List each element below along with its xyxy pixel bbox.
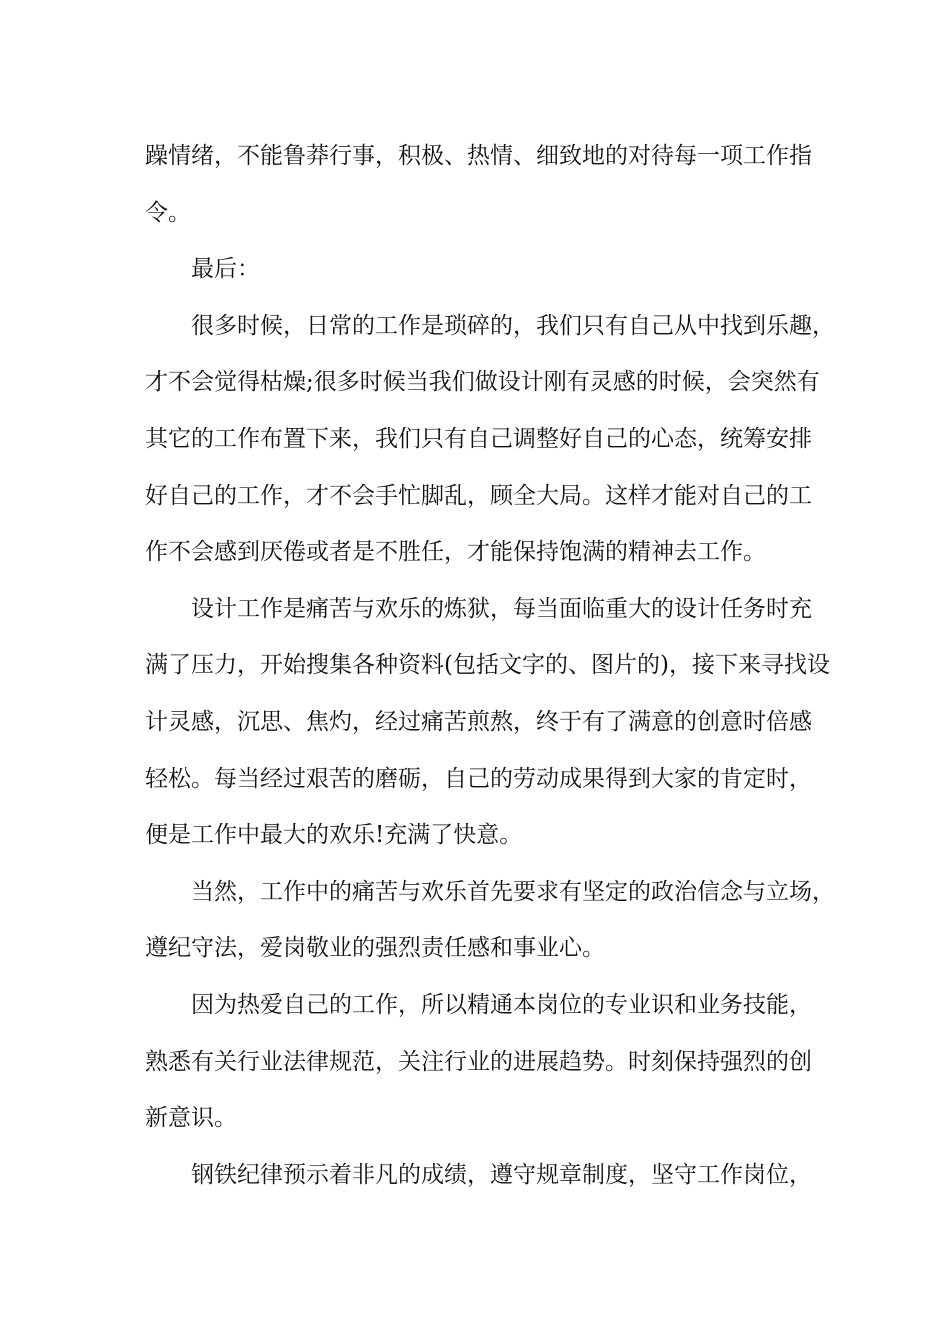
- text-line: 满了压力，开始搜集各种资料(包括文字的、图片的)，接下来寻找设: [145, 652, 830, 679]
- text-line: 躁情绪，不能鲁莽行事，积极、热情、细致地的对待每一项工作指: [145, 143, 812, 169]
- text-line: 设计工作是痛苦与欢乐的炼狱，每当面临重大的设计任务时充: [191, 595, 812, 622]
- text-line: 便是工作中最大的欢乐!充满了快意。: [145, 822, 523, 849]
- text-line: 遵纪守法，爱岗敬业的强烈责任感和事业心。: [145, 935, 605, 962]
- text-line: 很多时候，日常的工作是琐碎的，我们只有自己从中找到乐趣，: [191, 312, 835, 339]
- text-line: 计灵感，沉思、焦灼，经过痛苦煎熬，终于有了满意的创意时倍感: [145, 708, 812, 735]
- text-line: 新意识。: [145, 1105, 237, 1132]
- text-line: 熟悉有关行业法律规范，关注行业的进展趋势。时刻保持强烈的创: [145, 1048, 812, 1075]
- text-line: 才不会觉得枯燥;很多时候当我们做设计刚有灵感的时候，会突然有: [145, 369, 820, 396]
- text-line: 作不会感到厌倦或者是不胜任，才能保持饱满的精神去工作。: [145, 539, 766, 566]
- text-line: 因为热爱自己的工作，所以精通本岗位的专业识和业务技能，: [191, 991, 812, 1018]
- text-line: 钢铁纪律预示着非凡的成绩，遵守规章制度，坚守工作岗位，: [191, 1161, 812, 1188]
- text-line: 轻松。每当经过艰苦的磨砺，自己的劳动成果得到大家的肯定时，: [145, 765, 812, 792]
- text-line: 最后：: [191, 256, 260, 283]
- text-line: 当然，工作中的痛苦与欢乐首先要求有坚定的政治信念与立场，: [191, 878, 835, 905]
- text-line: 令。: [145, 199, 191, 226]
- text-line: 好自己的工作，才不会手忙脚乱，顾全大局。这样才能对自己的工: [145, 482, 812, 509]
- document-body: [145, 128, 835, 1203]
- text-line: 其它的工作布置下来，我们只有自己调整好自己的心态，统筹安排: [145, 425, 812, 452]
